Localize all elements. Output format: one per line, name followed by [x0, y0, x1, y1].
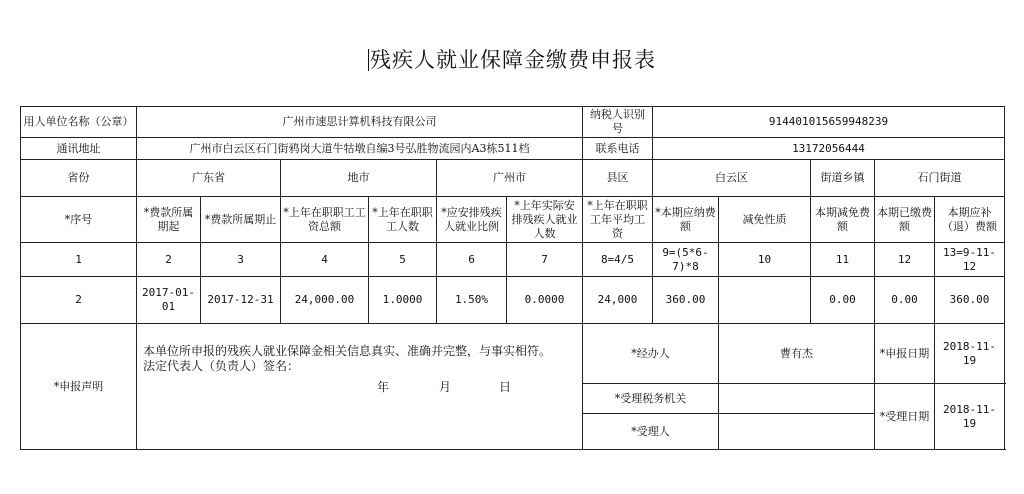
declaration-statement — [137, 324, 583, 450]
column-index: 7 — [507, 243, 583, 277]
table-cell: 0.00 — [811, 277, 875, 324]
table-cell: 0.0000 — [507, 277, 583, 324]
column-index: 8=4/5 — [583, 243, 653, 277]
tax-authority-label: *受理税务机关 — [583, 384, 719, 414]
column-index: 12 — [875, 243, 935, 277]
receiver-value — [719, 414, 875, 450]
report-date-value: 2018-11-19 — [935, 324, 1005, 384]
column-index: 3 — [201, 243, 281, 277]
handler-value: 曹有杰 — [719, 324, 875, 384]
unit-name-value: 广州市速思计算机科技有限公司 — [137, 107, 583, 138]
column-index: 9=(5*6-7)*8 — [653, 243, 719, 277]
street-label: 街道乡镇 — [811, 160, 875, 197]
accept-date-value: 2018-11-19 — [935, 384, 1005, 450]
address-row — [21, 138, 1005, 160]
table-cell — [719, 277, 811, 324]
column-header: *序号 — [21, 197, 137, 243]
taxpayer-id-value: 914401015659948239 — [653, 107, 1005, 138]
column-header: *上年在职职工工资总额 — [281, 197, 369, 243]
table-cell: 24,000.00 — [281, 277, 369, 324]
column-header: *上年实际安排残疾人就业人数 — [507, 197, 583, 243]
address-label: 通讯地址 — [21, 138, 137, 160]
table-cell: 360.00 — [935, 277, 1005, 324]
table-cell: 1.0000 — [369, 277, 437, 324]
column-header-row — [21, 197, 1005, 243]
column-header: *费款所属期止 — [201, 197, 281, 243]
table-cell: 2017-12-31 — [201, 277, 281, 324]
column-header: 本期应补（退）费额 — [935, 197, 1005, 243]
report-date-label: *申报日期 — [875, 324, 935, 384]
signature-label: 法定代表人（负责人）签名： — [143, 359, 300, 373]
region-row — [21, 160, 1005, 197]
receiver-label: *受理人 — [583, 414, 719, 450]
table-cell: 2017-01-01 — [137, 277, 201, 324]
text-cursor — [368, 49, 369, 71]
phone-label: 联系电话 — [583, 138, 653, 160]
column-header: 本期减免费额 — [811, 197, 875, 243]
declaration-text: 本单位所申报的残疾人就业保障金相关信息真实、准确并完整，与事实相符。 — [143, 344, 552, 358]
column-index: 10 — [719, 243, 811, 277]
column-header: *费款所属期起 — [137, 197, 201, 243]
table-cell: 24,000 — [583, 277, 653, 324]
column-index: 1 — [21, 243, 137, 277]
column-index: 13=9-11-12 — [935, 243, 1005, 277]
column-index: 6 — [437, 243, 507, 277]
declaration-form-table — [20, 106, 1005, 450]
table-cell: 0.00 — [875, 277, 935, 324]
county-label: 县区 — [583, 160, 653, 197]
year-label: 年 — [377, 380, 390, 394]
unit-name-row — [21, 107, 1005, 138]
column-index: 2 — [137, 243, 201, 277]
column-index: 4 — [281, 243, 369, 277]
column-index: 11 — [811, 243, 875, 277]
column-header: *本期应纳费额 — [653, 197, 719, 243]
column-header: 本期已缴费额 — [875, 197, 935, 243]
table-cell: 1.50% — [437, 277, 507, 324]
declaration-label: *申报声明 — [21, 324, 137, 450]
province-value: 广东省 — [137, 160, 281, 197]
column-header: *上年在职职工年平均工资 — [583, 197, 653, 243]
province-label: 省份 — [21, 160, 137, 197]
taxpayer-id-label: 纳税人识别号 — [583, 107, 653, 138]
table-cell: 2 — [21, 277, 137, 324]
column-index: 5 — [369, 243, 437, 277]
street-value: 石门街道 — [875, 160, 1005, 197]
accept-date-label: *受理日期 — [875, 384, 935, 450]
column-header: *上年在职职工人数 — [369, 197, 437, 243]
month-label: 月 — [439, 380, 452, 394]
unit-name-label: 用人单位名称（公章） — [21, 107, 137, 138]
page-title: 残疾人就业保障金缴费申报表 — [370, 48, 656, 72]
column-header: 减免性质 — [719, 197, 811, 243]
city-label: 地市 — [281, 160, 437, 197]
table-row — [21, 277, 1005, 324]
declaration-row-1 — [21, 324, 1005, 384]
tax-authority-value — [719, 384, 875, 414]
county-value: 白云区 — [653, 160, 811, 197]
city-value: 广州市 — [437, 160, 583, 197]
phone-value: 13172056444 — [653, 138, 1005, 160]
table-cell: 360.00 — [653, 277, 719, 324]
day-label: 日 — [499, 380, 512, 394]
column-header: *应安排残疾人就业比例 — [437, 197, 507, 243]
address-value: 广州市白云区石门街鸦岗大道牛牯墩自编3号弘胜物流园内A3栋511档 — [137, 138, 583, 160]
column-index-row — [21, 243, 1005, 277]
handler-label: *经办人 — [583, 324, 719, 384]
